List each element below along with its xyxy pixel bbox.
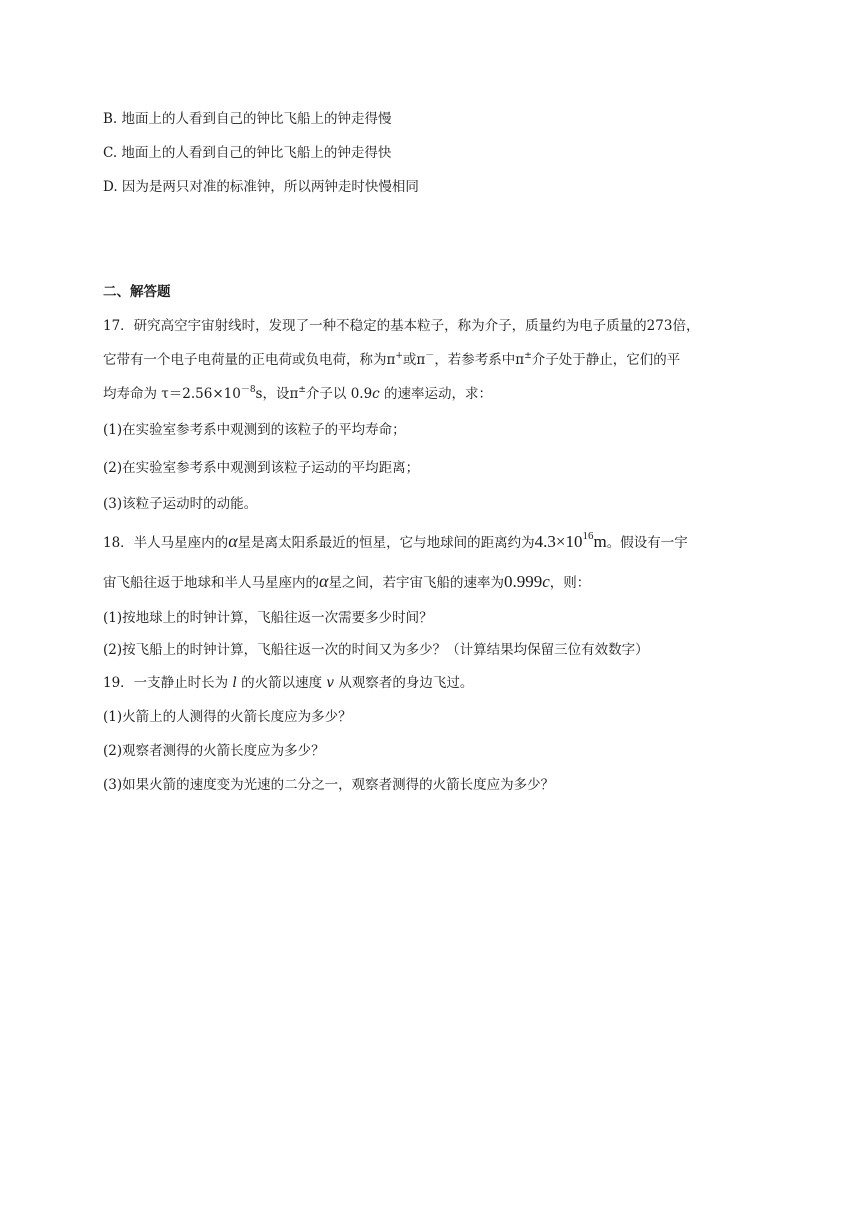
q17-line-2: 它带有一个电子电荷量的正电荷或负电荷，称为π+或π－，若参考系中π±介子处于静止，它们的平 [103,351,681,368]
q19-sub-2: (2)观察者测得的火箭长度应为多少？ [103,743,325,759]
alpha-symbol: α [319,571,329,591]
option-b: B. 地面上的人看到自己的钟比飞船上的钟走得慢 [103,111,392,127]
speed-value: 0.999c [503,572,550,591]
option-c: C. 地面上的人看到自己的钟比飞船上的钟走得快 [103,145,392,161]
option-d: D. 因为是两只对准的标准钟，所以两钟走时快慢相同 [103,179,419,195]
distance-value: $4.3\times 10^{16}m$ [534,530,607,551]
q19-sub-3: (3)如果火箭的速度变为光速的二分之一，观察者测得的火箭长度应为多少？ [103,777,555,793]
q18-line-2: 宙飞船往返于地球和半人马星座内的α星之间，若宇宙飞船的速率为0.999c，则： [103,571,591,591]
q17-line-3: 均寿命为 $\tau=2.56\times 10^{-8}s$，设π±介子以 0.9c 的速率运动，求： [103,385,493,402]
section-title: 二、解答题 [103,284,171,300]
q18-line-1: 18．半人马星座内的α星是离太阳系最近的恒星，它与地球间的距离约为$4.3\times 10^{16}m$。假设有一宇 [103,530,688,551]
alpha-symbol: α [228,531,238,551]
q17-sub-3: (3)该粒子运动时的动能。 [103,496,258,512]
q17-sub-2: (2)在实验室参考系中观测到该粒子运动的平均距离； [103,460,420,476]
q18-sub-2: (2)按飞船上的时钟计算，飞船往返一次的时间又为多少？（计算结果均保留三位有效数字） [103,642,649,658]
q18-sub-1: (1)按地球上的时钟计算，飞船往返一次需要多少时间？ [103,610,433,626]
q19-sub-1: (1)火箭上的人测得的火箭长度应为多少？ [103,709,352,725]
q17-sub-1: (1)在实验室参考系中观测到的该粒子的平均寿命； [103,422,406,438]
q19-line-1: 19．一支静止时长为 l 的火箭以速度 v 从观察者的身边飞过。 [103,675,474,691]
q17-line-1: 17．研究高空宇宙射线时，发现了一种不稳定的基本粒子，称为介子，质量约为电子质量的273倍， [103,318,700,334]
